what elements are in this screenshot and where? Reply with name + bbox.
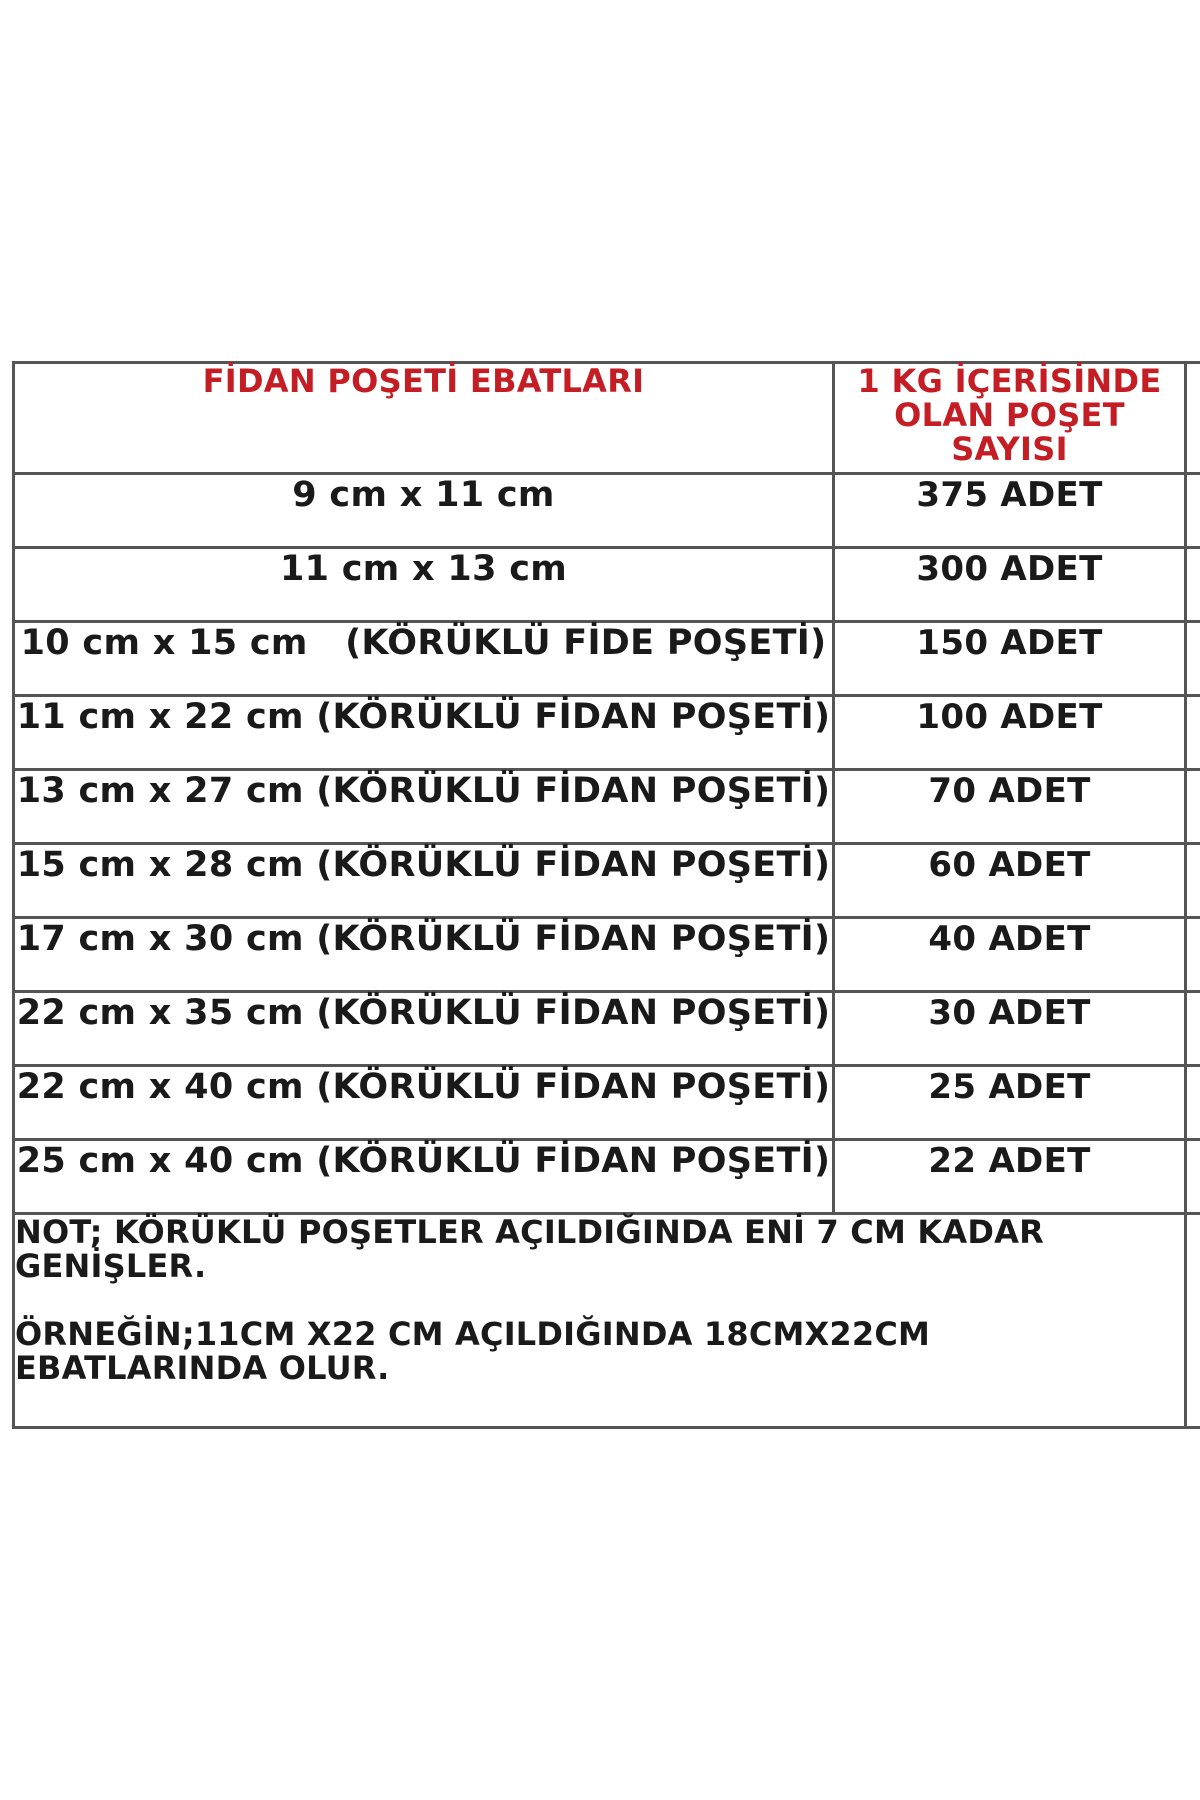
note-row <box>14 1214 1200 1428</box>
header-row <box>14 363 1200 474</box>
extra-cell <box>1186 992 1200 1066</box>
note-extra-cell <box>1186 1214 1200 1428</box>
extra-cell <box>1186 622 1200 696</box>
header-count-cell <box>834 363 1186 474</box>
bag-size-table <box>12 361 1200 1429</box>
size-cell: 15 cm x 28 cm (KÖRÜKLÜ FİDAN POŞETİ) <box>14 844 834 918</box>
extra-cell <box>1186 918 1200 992</box>
table-row <box>14 474 1200 548</box>
extra-cell <box>1186 770 1200 844</box>
header-count-label-line2: OLAN POŞET SAYISI <box>894 396 1125 468</box>
size-cell: 22 cm x 40 cm (KÖRÜKLÜ FİDAN POŞETİ) <box>14 1066 834 1140</box>
header-extra-cell <box>1186 363 1200 474</box>
size-cell: 22 cm x 35 cm (KÖRÜKLÜ FİDAN POŞETİ) <box>14 992 834 1066</box>
count-cell: 70 ADET <box>834 770 1186 844</box>
count-cell: 150 ADET <box>834 622 1186 696</box>
table-row <box>14 770 1200 844</box>
example-paragraph <box>15 1317 1184 1385</box>
extra-cell <box>1186 1066 1200 1140</box>
example-line: EBATLARINDA OLUR. <box>15 1349 390 1387</box>
table-row <box>14 1066 1200 1140</box>
table-row <box>14 696 1200 770</box>
note-line: GENİŞLER. <box>15 1247 207 1285</box>
extra-cell <box>1186 696 1200 770</box>
size-cell: 11 cm x 22 cm (KÖRÜKLÜ FİDAN POŞETİ) <box>14 696 834 770</box>
size-cell: 9 cm x 11 cm <box>14 474 834 548</box>
table-row <box>14 844 1200 918</box>
size-cell: 25 cm x 40 cm (KÖRÜKLÜ FİDAN POŞETİ) <box>14 1140 834 1214</box>
example-line: ÖRNEĞİN;11CM X22 CM AÇILDIĞINDA 18CMX22CM <box>15 1315 931 1353</box>
table-row <box>14 548 1200 622</box>
header-size-cell <box>14 363 834 474</box>
extra-cell <box>1186 548 1200 622</box>
note-line: NOT; KÖRÜKLÜ POŞETLER AÇILDIĞINDA ENİ 7 CM KADAR <box>15 1213 1044 1251</box>
table-row <box>14 918 1200 992</box>
count-cell: 30 ADET <box>834 992 1186 1066</box>
extra-cell <box>1186 1140 1200 1214</box>
extra-cell <box>1186 844 1200 918</box>
note-paragraph <box>15 1215 1184 1283</box>
count-cell: 25 ADET <box>834 1066 1186 1140</box>
note-cell <box>14 1214 1186 1428</box>
count-cell: 100 ADET <box>834 696 1186 770</box>
count-cell: 22 ADET <box>834 1140 1186 1214</box>
size-cell: 17 cm x 30 cm (KÖRÜKLÜ FİDAN POŞETİ) <box>14 918 834 992</box>
extra-cell <box>1186 474 1200 548</box>
header-count-label-line1: 1 KG İÇERİSİNDE <box>857 362 1162 400</box>
size-cell: 10 cm x 15 cm (KÖRÜKLÜ FİDE POŞETİ) <box>14 622 834 696</box>
count-cell: 300 ADET <box>834 548 1186 622</box>
count-cell: 60 ADET <box>834 844 1186 918</box>
header-size-label: FİDAN POŞETİ EBATLARI <box>202 362 645 400</box>
table-row <box>14 1140 1200 1214</box>
count-cell: 40 ADET <box>834 918 1186 992</box>
table-row <box>14 992 1200 1066</box>
count-cell: 375 ADET <box>834 474 1186 548</box>
size-cell: 13 cm x 27 cm (KÖRÜKLÜ FİDAN POŞETİ) <box>14 770 834 844</box>
table-row <box>14 622 1200 696</box>
size-cell: 11 cm x 13 cm <box>14 548 834 622</box>
